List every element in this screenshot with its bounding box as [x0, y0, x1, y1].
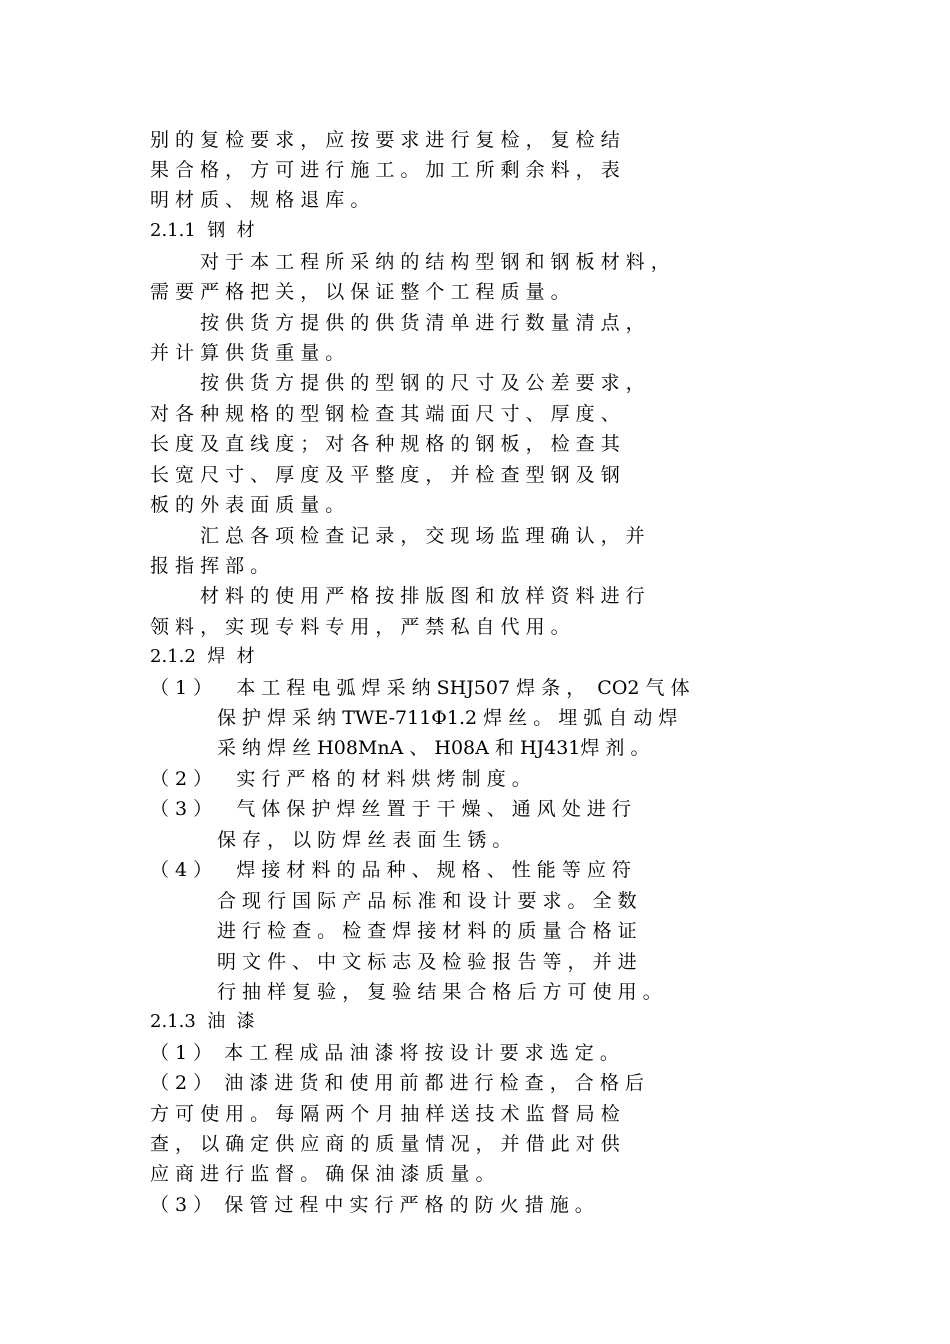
- list-item-line: 保 护 焊 采 纳 TWE-711Φ1.2 焊 丝 。 埋 弧 自 动 焊: [217, 707, 678, 729]
- list-item-line: （ 2 ） 实 行 严 格 的 材 料 烘 烤 制 度 。: [150, 768, 531, 790]
- list-item-line: 行 抽 样 复 验 ， 复 验 结 果 合 格 后 方 可 使 用 。: [217, 981, 662, 1003]
- paragraph-line: 并 计 算 供 货 重 量 。: [150, 342, 345, 364]
- list-item-line: 应 商 进 行 监 督 。 确 保 油 漆 质 量 。: [150, 1163, 495, 1185]
- list-item-line: 采 纳 焊 丝 H08MnA 、 H08A 和 HJ431焊 剂 。: [217, 737, 650, 759]
- list-item-line: 合 现 行 国 际 产 品 标 准 和 设 计 要 求 。 全 数: [217, 890, 637, 912]
- paragraph-line: 板 的 外 表 面 质 量 。: [150, 494, 345, 516]
- paragraph-line: 按 供 货 方 提 供 的 供 货 清 单 进 行 数 量 清 点 ，: [200, 312, 645, 334]
- paragraph-line: 汇 总 各 项 检 查 记 录 ， 交 现 场 监 理 确 认 ， 并: [200, 525, 645, 547]
- paragraph-line: 长 宽 尺 寸 、 厚 度 及 平 整 度 ， 并 检 查 型 钢 及 钢: [150, 464, 620, 486]
- list-item-line: 进 行 检 查 。 检 查 焊 接 材 料 的 质 量 合 格 证: [217, 920, 637, 942]
- paragraph-line: 明 材 质 、 规 格 退 库 。: [150, 189, 370, 211]
- paragraph-line: 按 供 货 方 提 供 的 型 钢 的 尺 寸 及 公 差 要 求 ，: [200, 372, 645, 394]
- paragraph-line: 对 于 本 工 程 所 采 纳 的 结 构 型 钢 和 钢 板 材 料 ，: [200, 251, 670, 273]
- list-item-line: （ 1 ） 本 工 程 成 品 油 漆 将 按 设 计 要 求 选 定 。: [150, 1042, 619, 1064]
- list-item-line: （ 3 ） 保 管 过 程 中 实 行 严 格 的 防 火 措 施 。: [150, 1194, 594, 1216]
- paragraph-line: 长 度 及 直 线 度 ； 对 各 种 规 格 的 钢 板 ， 检 查 其: [150, 433, 620, 455]
- paragraph-line: 材 料 的 使 用 严 格 按 排 版 图 和 放 样 资 料 进 行: [200, 585, 645, 607]
- list-item-line: 查 ， 以 确 定 供 应 商 的 质 量 情 况 ， 并 借 此 对 供: [150, 1133, 620, 1155]
- list-item-line: 保 存 ， 以 防 焊 丝 表 面 生 锈 。: [217, 829, 512, 851]
- paragraph-line: 报 指 挥 部 。: [150, 555, 270, 577]
- section-heading-paint: 2.1.3 油 漆: [150, 1011, 255, 1032]
- paragraph-line: 别 的 复 检 要 求 ， 应 按 要 求 进 行 复 检 ， 复 检 结: [150, 129, 620, 151]
- list-item-line: （ 4 ） 焊 接 材 料 的 品 种 、 规 格 、 性 能 等 应 符: [150, 859, 631, 881]
- list-item-line: 明 文 件 、 中 文 标 志 及 检 验 报 告 等 ， 并 进: [217, 951, 637, 973]
- paragraph-line: 对 各 种 规 格 的 型 钢 检 查 其 端 面 尺 寸 、 厚 度 、: [150, 403, 620, 425]
- paragraph-line: 需 要 严 格 把 关 ， 以 保 证 整 个 工 程 质 量 。: [150, 281, 570, 303]
- list-item-line: （ 3 ） 气 体 保 护 焊 丝 置 于 干 燥 、 通 风 处 进 行: [150, 798, 631, 820]
- section-heading-welding: 2.1.2 焊 材: [150, 646, 255, 667]
- paragraph-line: 领 料 ， 实 现 专 料 专 用 ， 严 禁 私 自 代 用 。: [150, 616, 570, 638]
- list-item-line: 方 可 使 用 。 每 隔 两 个 月 抽 样 送 技 术 监 督 局 检: [150, 1103, 620, 1125]
- section-heading-steel: 2.1.1 钢 材: [150, 220, 255, 241]
- list-item-line: （ 1 ） 本 工 程 电 弧 焊 采 纳 SHJ507 焊 条 ， CO2 气 体: [150, 677, 690, 699]
- paragraph-line: 果 合 格 ， 方 可 进 行 施 工 。 加 工 所 剩 余 料 ， 表: [150, 159, 620, 181]
- list-item-line: （ 2 ） 油 漆 进 货 和 使 用 前 都 进 行 检 查 ， 合 格 后: [150, 1072, 644, 1094]
